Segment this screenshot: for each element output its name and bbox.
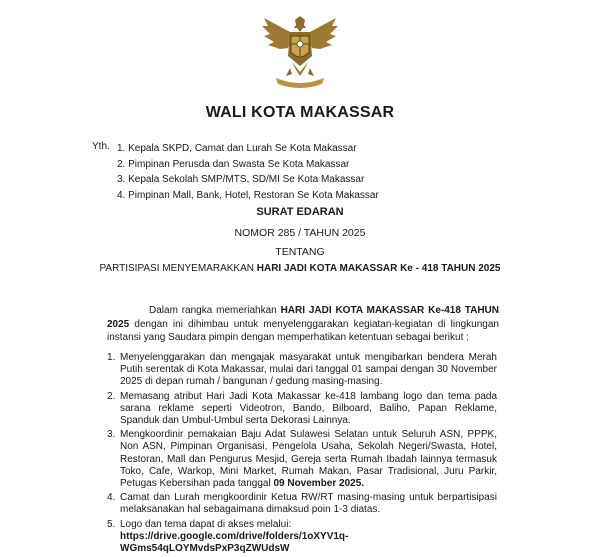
intro-paragraph	[107, 304, 499, 345]
document-subject	[0, 263, 600, 274]
provision-text: Mengkoordinir pemakaian Baju Adat Sulawesi Selatan untuk Seluruh ASN, PPPK, Non ASN, Pimpinan Organisasi, Pengelola Usaha, Sekolah Negeri/Swasta, Hotel, Restoran, Mall dan Pengurus Mesjid, Gereja serta Rumah Ibadah lainnya termasuk Toko, Cafe, Warkop, Mini Market, Rumah Makan, Pasar Tradisional, Juru Parkir, Petugas Kebersihan pada tanggal	[120, 429, 497, 490]
document-tentang: TENTANG	[275, 246, 325, 258]
provision-text: Camat dan Lurah mengkoordinir Ketua RW/RT masing-masing untuk berpartisipasi melaksanakan hal sebagaimana dimaksud poin 1-3 diatas.	[120, 492, 497, 516]
provision-number: 5.	[107, 518, 116, 530]
provision-item	[107, 352, 497, 389]
provisions-list	[107, 352, 497, 557]
provision-text: Logo dan tema dapat di akses melalui:	[120, 518, 292, 530]
provision-item	[107, 519, 497, 556]
intro-part2: dengan ini dihimbau untuk menyelenggarakan kegiatan-kegiatan di lingkungan instansi yang Saudara pimpin dengan memperhatikan ketentuan sebagai berikut :	[107, 318, 499, 343]
provision-item	[107, 492, 497, 516]
recipient-item: 4. Pimpinan Mall, Bank, Hotel, Restoran Se Kota Makassar	[117, 189, 379, 201]
provision-item	[107, 391, 497, 428]
recipient-item: 1. Kepala SKPD, Camat dan Lurah Se Kota Makassar	[117, 143, 357, 154]
provision-item	[107, 429, 497, 490]
provision-number: 3.	[107, 429, 116, 441]
provision-number: 1.	[107, 352, 116, 363]
intro-bold: HARI JADI KOTA MAKASSAR Ke-418 TAHUN 2025	[107, 305, 499, 330]
provision-text: Menyelenggarakan dan mengajak masyarakat untuk mengibarkan bendera Merah Putih serentak di Kota Makassar, mulai dari tanggal 01 sampai dengan 30 November 2025 di depan rumah / bangunan / gedung masing-masing.	[120, 352, 497, 388]
drive-link[interactable]: https://drive.google.com/drive/folders/1oXYV1q-WGms54qLOYMvdsPxP3qZWUdsW	[120, 530, 349, 555]
garuda-emblem-icon	[258, 12, 342, 90]
provision-date: 09 November 2025.	[273, 478, 365, 490]
intro-part1: Dalam rangka memeriahkan	[149, 305, 281, 316]
provision-text: Memasang atribut Hari Jadi Kota Makassar ke-418 lambang logo dan tema pada sarana reklame seperti Videotron, Bando, Bilboard, Baliho, Papan Reklame, Spanduk dan Umbul-Umbul serta Dekorasi Lainnya.	[120, 390, 497, 427]
recipient-list	[117, 141, 379, 203]
subject-prefix: PARTISIPASI MENYEMARAKKAN	[99, 263, 257, 274]
subject-bold: HARI JADI KOTA MAKASSAR Ke - 418 TAHUN 2025	[256, 263, 501, 274]
recipient-item: 2. Pimpinan Perusda dan Swasta Se Kota Makassar	[117, 158, 350, 170]
document-type: SURAT EDARAN	[256, 206, 344, 218]
page-title: WALI KOTA MAKASSAR	[205, 104, 395, 121]
recipient-item: 3. Kepala Sekolah SMP/MTS, SD/MI Se Kota Makassar	[117, 174, 365, 185]
recipient-label: Yth.	[92, 141, 110, 152]
provision-number: 2.	[107, 390, 116, 402]
document-number: NOMOR 285 / TAHUN 2025	[234, 227, 366, 239]
provision-number: 4.	[107, 492, 116, 504]
